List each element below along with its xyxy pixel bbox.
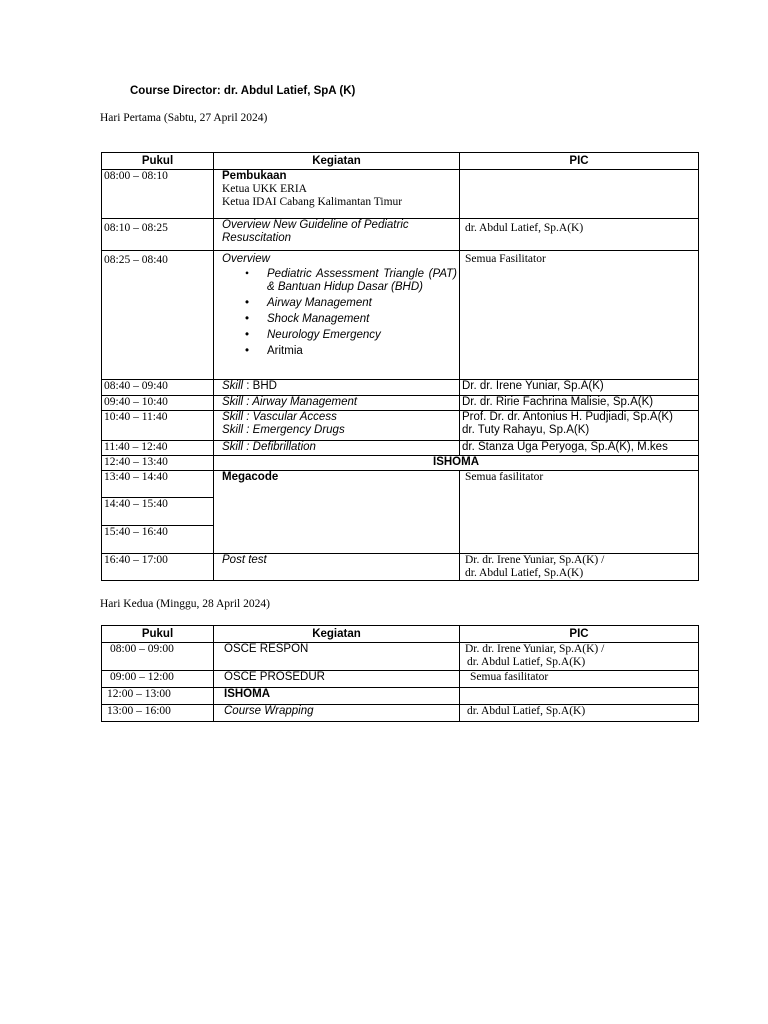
table-row	[102, 671, 699, 688]
activity-cell	[214, 251, 460, 380]
activity-cell	[214, 411, 460, 441]
pic-line: dr. Abdul Latief, Sp.A(K)	[465, 567, 584, 579]
table-row	[102, 643, 699, 671]
activity-title: Overview	[222, 253, 270, 265]
pic-cell: dr. Abdul Latief, Sp.A(K)	[460, 219, 699, 251]
activity-cell: Post test	[214, 554, 460, 581]
table-row	[102, 396, 699, 411]
list-item: • Aritmia	[267, 345, 457, 358]
time-cell: 08:25 – 08:40	[102, 251, 214, 380]
list-item: • Shock Management	[267, 313, 457, 326]
time-cell: 09:00 – 12:00	[102, 671, 214, 688]
course-director: Course Director: dr. Abdul Latief, SpA (K)	[130, 85, 356, 97]
list-item: • Pediatric Assessment Triangle (PAT) & Bantuan Hidup Dasar (BHD)	[267, 268, 457, 294]
time-cell: 16:40 – 17:00	[102, 554, 214, 581]
header-kegiatan: Kegiatan	[214, 153, 460, 170]
overview-list	[222, 268, 457, 358]
table-row	[102, 456, 699, 471]
activity-line: Ketua IDAI Cabang Kalimantan Timur	[222, 196, 403, 208]
table-row	[102, 441, 699, 456]
pic-cell	[460, 643, 699, 671]
time-cell: 12:00 – 13:00	[102, 688, 214, 705]
pic-cell: Dr. dr. Irene Yuniar, Sp.A(K)	[460, 380, 699, 396]
pic-cell	[460, 170, 699, 219]
day1-schedule-table	[101, 152, 699, 581]
activity-cell: Overview New Guideline of Pediatric Resuscitation	[214, 219, 460, 251]
pic-cell: dr. Stanza Uga Peryoga, Sp.A(K), M.kes	[460, 441, 699, 456]
pic-cell	[460, 411, 699, 441]
time-cell: 09:40 – 10:40	[102, 396, 214, 411]
time-cell: 11:40 – 12:40	[102, 441, 214, 456]
pic-line: Dr. dr. Irene Yuniar, Sp.A(K) /	[465, 554, 605, 566]
time-cell: 12:40 – 13:40	[102, 456, 214, 471]
table-row	[102, 219, 699, 251]
day2-label: Hari Kedua (Minggu, 28 April 2024)	[100, 598, 270, 610]
table-row	[102, 251, 699, 380]
header-pukul: Pukul	[102, 626, 214, 643]
table-header-row	[102, 626, 699, 643]
header-pic: PIC	[460, 626, 699, 643]
pic-cell: Dr. dr. Ririe Fachrina Malisie, Sp.A(K)	[460, 396, 699, 411]
pic-line: Dr. dr. Irene Yuniar, Sp.A(K) /	[465, 643, 605, 655]
activity-cell: Megacode	[214, 471, 460, 554]
time-cell: 08:40 – 09:40	[102, 380, 214, 396]
activity-cell: Course Wrapping	[214, 705, 460, 722]
pic-line: Prof. Dr. dr. Antonius H. Pudjiadi, Sp.A(K)	[462, 411, 673, 423]
skill-label: Skill	[222, 380, 244, 392]
time-cell: 08:00 – 08:10	[102, 170, 214, 219]
ishoma-cell: ISHOMA	[214, 456, 699, 471]
time-cell: 08:00 – 09:00	[102, 643, 214, 671]
activity-line: Skill : Emergency Drugs	[222, 424, 345, 436]
activity-cell	[214, 380, 460, 396]
table-row	[102, 471, 699, 498]
pic-line: dr. Tuty Rahayu, Sp.A(K)	[462, 424, 590, 436]
table-row	[102, 380, 699, 396]
activity-line: Ketua UKK ERIA	[222, 183, 307, 195]
header-pukul: Pukul	[102, 153, 214, 170]
table-row	[102, 688, 699, 705]
pic-cell: Semua fasilitator	[460, 471, 699, 554]
pic-cell	[460, 554, 699, 581]
table-row	[102, 705, 699, 722]
time-cell: 15:40 – 16:40	[102, 526, 214, 554]
pic-line: dr. Abdul Latief, Sp.A(K)	[467, 656, 586, 668]
skill-name: : BHD	[243, 380, 277, 392]
time-cell: 14:40 – 15:40	[102, 498, 214, 526]
activity-cell: Skill : Airway Management	[214, 396, 460, 411]
list-item: • Airway Management	[267, 297, 457, 310]
activity-title: Pembukaan	[222, 170, 287, 182]
activity-cell: OSCE RESPON	[214, 643, 460, 671]
table-header-row	[102, 153, 699, 170]
time-cell: 13:00 – 16:00	[102, 705, 214, 722]
table-row	[102, 411, 699, 441]
activity-cell: ISHOMA	[214, 688, 460, 705]
activity-line: Skill : Vascular Access	[222, 411, 337, 423]
activity-cell: Skill : Defibrillation	[214, 441, 460, 456]
pic-cell: Semua Fasilitator	[460, 251, 699, 380]
time-cell: 08:10 – 08:25	[102, 219, 214, 251]
list-item: • Neurology Emergency	[267, 329, 457, 342]
day1-label: Hari Pertama (Sabtu, 27 April 2024)	[100, 112, 268, 124]
activity-cell	[214, 170, 460, 219]
pic-cell: Semua fasilitator	[460, 671, 699, 688]
day2-schedule-table	[101, 625, 699, 722]
header-kegiatan: Kegiatan	[214, 626, 460, 643]
time-cell: 13:40 – 14:40	[102, 471, 214, 498]
activity-cell: OSCE PROSEDUR	[214, 671, 460, 688]
pic-cell	[460, 688, 699, 705]
time-cell: 10:40 – 11:40	[102, 411, 214, 441]
table-row	[102, 554, 699, 581]
table-row	[102, 170, 699, 219]
header-pic: PIC	[460, 153, 699, 170]
pic-cell: dr. Abdul Latief, Sp.A(K)	[460, 705, 699, 722]
